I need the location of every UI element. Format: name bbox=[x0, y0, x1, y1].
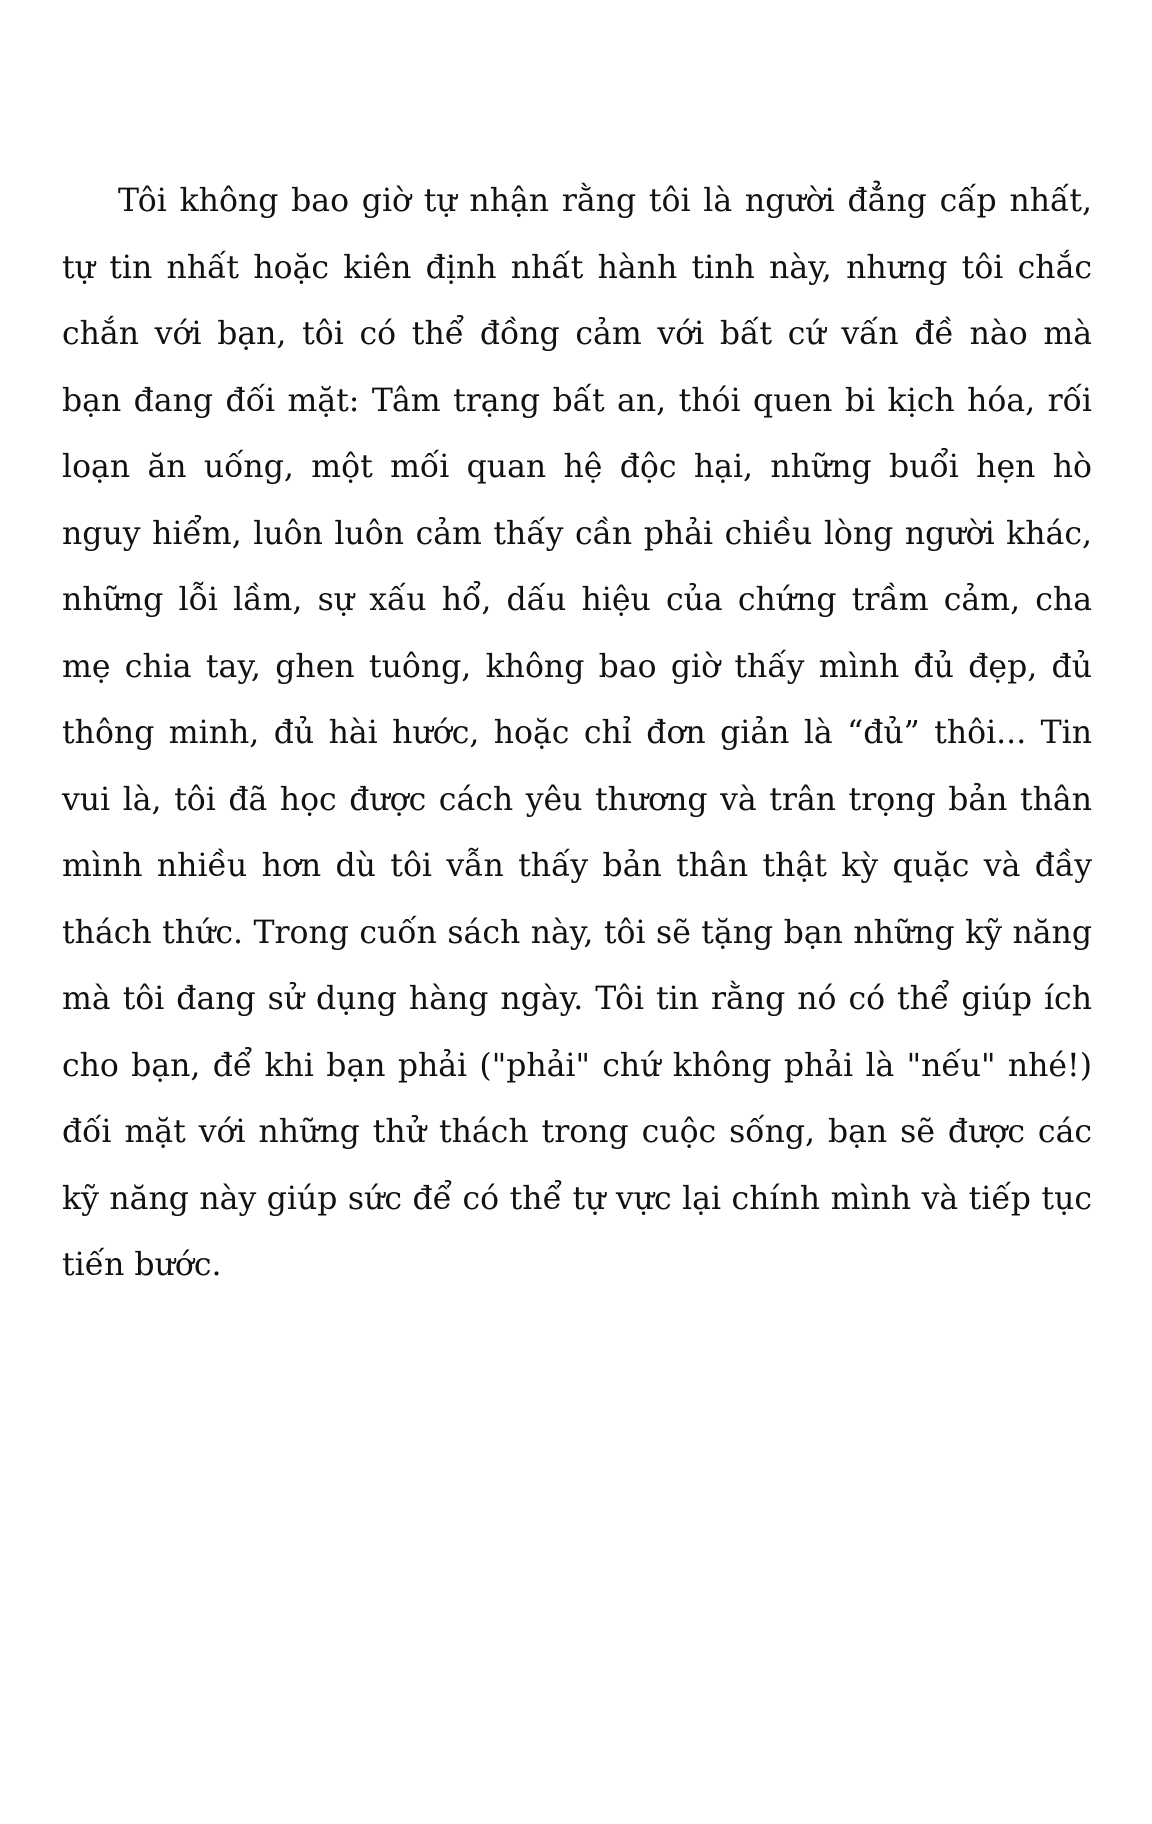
paragraph-line: mà tôi đang sử dụng hàng ngày. Tôi tin rằng nó có thể giúp ích bbox=[62, 981, 1092, 1017]
paragraph-line: nguy hiểm, luôn luôn cảm thấy cần phải chiều lòng người khác, bbox=[62, 515, 1092, 552]
paragraph-line: cho bạn, để khi bạn phải ("phải" chứ không phải là "nếu" nhé!) bbox=[62, 1047, 1092, 1084]
paragraph-line: chắn với bạn, tôi có thể đồng cảm với bất cứ vấn đề nào mà bbox=[62, 316, 1092, 352]
paragraph-line: mình nhiều hơn dù tôi vẫn thấy bản thân thật kỳ quặc và đầy bbox=[62, 848, 1092, 884]
paragraph-line: loạn ăn uống, một mối quan hệ độc hại, những buổi hẹn hò bbox=[62, 449, 1092, 485]
paragraph-line: đối mặt với những thử thách trong cuộc sống, bạn sẽ được các bbox=[62, 1114, 1092, 1150]
paragraph-line: tiến bước. bbox=[62, 1247, 222, 1283]
body-paragraph bbox=[62, 168, 1092, 1299]
paragraph-line: tự tin nhất hoặc kiên định nhất hành tinh này, nhưng tôi chắc bbox=[62, 249, 1092, 286]
paragraph-line: mẹ chia tay, ghen tuông, không bao giờ thấy mình đủ đẹp, đủ bbox=[62, 648, 1092, 685]
paragraph-line: những lỗi lầm, sự xấu hổ, dấu hiệu của chứng trầm cảm, cha bbox=[62, 582, 1092, 618]
paragraph-line: kỹ năng này giúp sức để có thể tự vực lại chính mình và tiếp tục bbox=[62, 1180, 1092, 1217]
paragraph-line: thách thức. Trong cuốn sách này, tôi sẽ tặng bạn những kỹ năng bbox=[62, 914, 1092, 951]
paragraph-line: vui là, tôi đã học được cách yêu thương và trân trọng bản thân bbox=[62, 781, 1092, 818]
paragraph-line: Tôi không bao giờ tự nhận rằng tôi là người đẳng cấp nhất, bbox=[118, 183, 1092, 219]
paragraph-line: thông minh, đủ hài hước, hoặc chỉ đơn giản là “đủ” thôi... Tin bbox=[62, 715, 1092, 751]
paragraph-line: bạn đang đối mặt: Tâm trạng bất an, thói quen bi kịch hóa, rối bbox=[62, 382, 1092, 419]
